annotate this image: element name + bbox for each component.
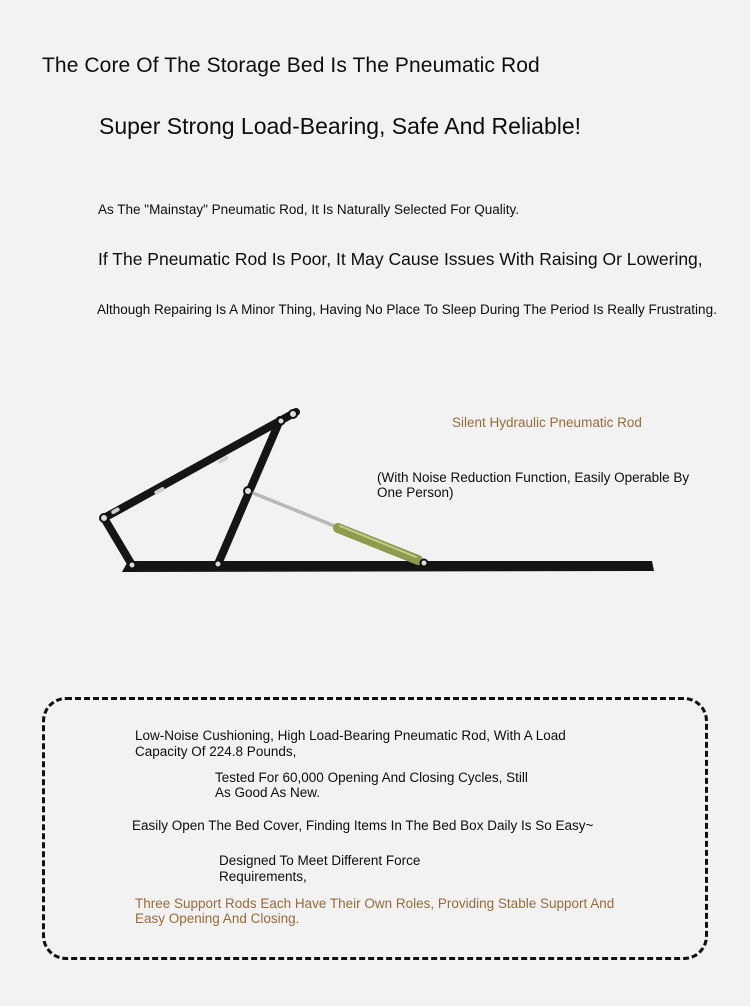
product-note: (With Noise Reduction Function, Easily Operable By One Person) (377, 470, 690, 500)
product-name: Silent Hydraulic Pneumatic Rod (452, 415, 642, 430)
pivot (100, 514, 108, 522)
pivot (289, 410, 297, 418)
gas-cylinder-highlight (340, 526, 416, 557)
feature-force-design: Designed To Meet Different Force Requirements, (219, 853, 421, 884)
intro-line-1: As The "Mainstay" Pneumatic Rod, It Is Naturally Selected For Quality. (98, 202, 520, 217)
feature-easy-open: Easily Open The Bed Cover, Finding Items In The Bed Box Daily Is So Easy~ (132, 818, 594, 833)
pivot (278, 418, 285, 425)
pivot (215, 561, 222, 568)
lid-arm (104, 412, 296, 518)
intro-line-2: If The Pneumatic Rod Is Poor, It May Cause Issues With Raising Or Lowering, (98, 249, 703, 269)
gas-cylinder (338, 528, 418, 560)
intro-line-3: Although Repairing Is A Minor Thing, Having No Place To Sleep During The Period Is Really Frustrating. (97, 302, 717, 317)
pivot (129, 562, 136, 569)
front-link (104, 518, 132, 565)
pivot (244, 487, 252, 495)
feature-support-rods: Three Support Rods Each Have Their Own Roles, Providing Stable Support And Easy Opening And Closing. (135, 896, 615, 926)
page-subtitle: Super Strong Load-Bearing, Safe And Reliable! (99, 113, 582, 139)
piston-rod (248, 491, 342, 529)
feature-cycle-test: Tested For 60,000 Opening And Closing Cycles, Still As Good As New. (215, 770, 528, 800)
page-title: The Core Of The Storage Bed Is The Pneumatic Rod (42, 54, 540, 77)
feature-load-capacity: Low-Noise Cushioning, High Load-Bearing Pneumatic Rod, With A Load Capacity Of 224.8 Pounds, (135, 728, 566, 759)
base-rail (122, 561, 654, 572)
pivot (421, 560, 428, 567)
